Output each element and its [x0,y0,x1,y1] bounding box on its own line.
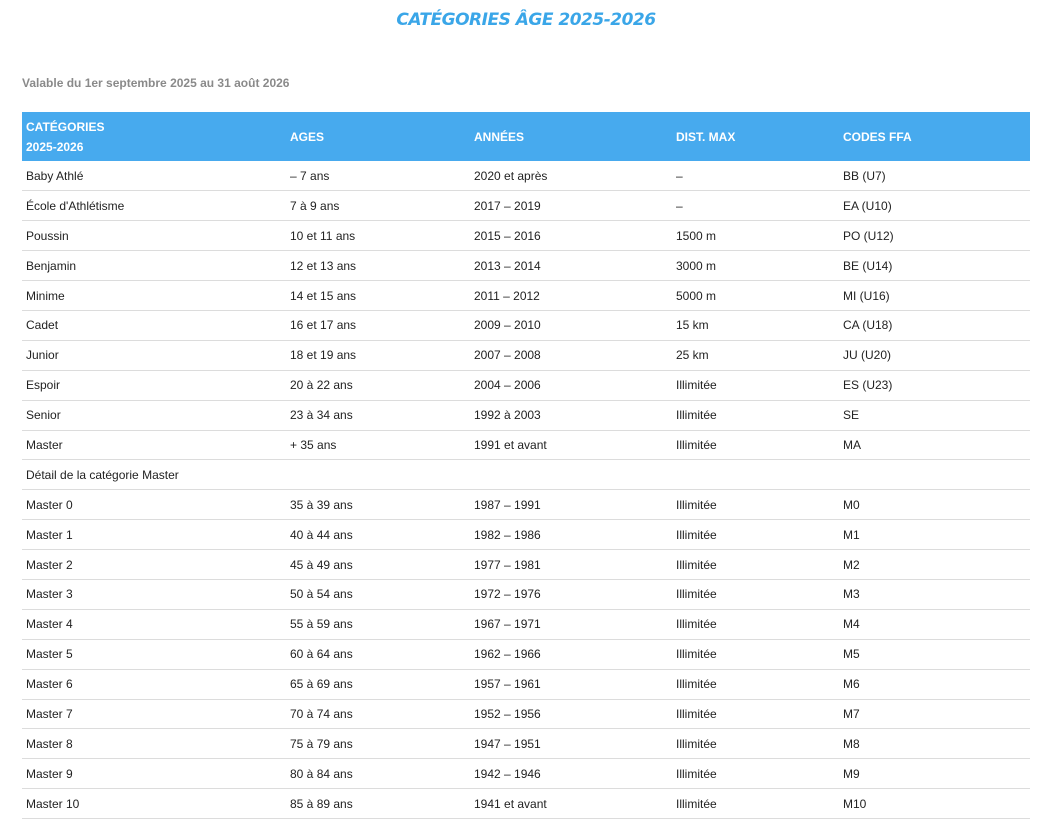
cell-ffa-code: M8 [843,736,860,751]
cell-category: Master 2 [26,557,73,572]
cell-dist-max: Illimitée [676,527,717,542]
cell-ages: – 7 ans [290,168,330,183]
header-years: ANNÉES [474,129,525,144]
cell-ages: 75 à 79 ans [290,736,353,751]
cell-ages: 80 à 84 ans [290,766,353,781]
cell-years: 1947 – 1951 [474,736,541,751]
cell-ffa-code: EA (U10) [843,198,892,213]
cell-dist-max: Illimitée [676,408,717,423]
cell-ages: 85 à 89 ans [290,796,353,811]
header-ages: AGES [290,129,325,144]
cell-years: 1987 – 1991 [474,497,541,512]
table-row [22,221,1030,251]
cell-years: 1991 et avant [474,437,547,452]
age-categories-table-container [22,112,1030,819]
header-category-line2: 2025-2026 [26,139,84,154]
table-row [22,430,1030,460]
cell-category: Master 9 [26,766,73,781]
cell-ages: 35 à 39 ans [290,497,353,512]
table-header [22,112,1030,161]
table-row [22,340,1030,370]
cell-category: Benjamin [26,258,77,273]
cell-category: Espoir [26,378,61,393]
table-row [22,460,1030,490]
validity-period: Valable du 1er septembre 2025 au 31 août 2026 [22,76,290,90]
cell-category: Master 7 [26,706,73,721]
cell-ffa-code: M6 [843,677,860,692]
cell-years: 1942 – 1946 [474,766,541,781]
table-header-row [22,112,1030,161]
cell-ages: 65 à 69 ans [290,677,353,692]
cell-dist-max: Illimitée [676,557,717,572]
cell-years: 1992 à 2003 [474,408,541,423]
table-row [22,490,1030,520]
cell-years: 2013 – 2014 [474,258,541,273]
table-row [22,609,1030,639]
cell-dist-max: Illimitée [676,796,717,811]
cell-years: 2009 – 2010 [474,318,541,333]
cell-ffa-code: MA [843,437,861,452]
cell-years: 1982 – 1986 [474,527,541,542]
cell-category: Cadet [26,318,59,333]
cell-years: 1941 et avant [474,796,547,811]
cell-ages: 40 à 44 ans [290,527,353,542]
table-row [22,729,1030,759]
cell-ffa-code: M5 [843,647,860,662]
cell-years: 1952 – 1956 [474,706,541,721]
cell-dist-max: 25 km [676,348,709,363]
cell-dist-max: – [676,168,683,183]
table-row [22,669,1030,699]
cell-category: Baby Athlé [26,168,84,183]
cell-category: Master 1 [26,527,73,542]
cell-years: 2011 – 2012 [474,288,540,303]
cell-dist-max: Illimitée [676,617,717,632]
cell-ages: 16 et 17 ans [290,318,357,333]
cell-dist-max: 3000 m [676,258,717,273]
header-ffa-codes: CODES FFA [843,129,912,144]
table-row [22,789,1030,819]
cell-years: 2020 et après [474,168,548,183]
cell-ages: 50 à 54 ans [290,587,353,602]
cell-years: 1962 – 1966 [474,647,541,662]
cell-years: 1972 – 1976 [474,587,541,602]
table-row [22,550,1030,580]
cell-ffa-code: M7 [843,706,860,721]
cell-years: 1967 – 1971 [474,617,541,632]
cell-dist-max: Illimitée [676,378,717,393]
cell-ages: 7 à 9 ans [290,198,340,213]
cell-dist-max [672,460,839,490]
cell-ffa-code: BE (U14) [843,258,893,273]
cell-category: Master 6 [26,677,73,692]
cell-ffa-code: M10 [843,796,867,811]
cell-ffa-code [839,460,1030,490]
cell-dist-max: 5000 m [676,288,717,303]
cell-years: 2017 – 2019 [474,198,541,213]
table-body [22,161,1030,819]
table-row [22,400,1030,430]
cell-years: 2007 – 2008 [474,348,541,363]
cell-years: 1957 – 1961 [474,677,541,692]
cell-ffa-code: BB (U7) [843,168,886,183]
cell-ffa-code: ES (U23) [843,378,893,393]
cell-category: Senior [26,408,61,423]
cell-years: 2015 – 2016 [474,228,541,243]
cell-dist-max: Illimitée [676,437,717,452]
cell-dist-max: Illimitée [676,677,717,692]
cell-category: Poussin [26,228,69,243]
cell-category: Minime [26,288,65,303]
table-row [22,370,1030,400]
table-row [22,281,1030,311]
table-row [22,579,1030,609]
cell-years: 1977 – 1981 [474,557,541,572]
cell-ages: 60 à 64 ans [290,647,353,662]
page-title: CATÉGORIES ÂGE 2025-2026 [396,10,656,30]
age-categories-table [22,112,1030,819]
cell-ffa-code: M4 [843,617,860,632]
cell-ages: 70 à 74 ans [290,706,353,721]
cell-years [470,460,672,490]
header-category [22,112,286,161]
cell-category: Master [26,437,63,452]
cell-category: Master 10 [26,796,80,811]
cell-dist-max: Illimitée [676,706,717,721]
cell-dist-max: 15 km [676,318,709,333]
cell-category: Master 4 [26,617,73,632]
cell-dist-max: Illimitée [676,736,717,751]
cell-dist-max: Illimitée [676,497,717,512]
table-row [22,520,1030,550]
cell-category: Master 3 [26,587,73,602]
cell-dist-max: Illimitée [676,647,717,662]
cell-dist-max: – [676,198,683,213]
cell-ffa-code: M3 [843,587,860,602]
table-row [22,251,1030,281]
cell-ffa-code: CA (U18) [843,318,893,333]
cell-ages: 10 et 11 ans [290,228,356,243]
cell-category: Détail de la catégorie Master [26,467,179,482]
cell-ffa-code: PO (U12) [843,228,894,243]
cell-ages: 45 à 49 ans [290,557,353,572]
cell-ffa-code: M2 [843,557,860,572]
cell-ages: + 35 ans [290,437,337,452]
header-category-line1: CATÉGORIES [26,119,105,134]
cell-ffa-code: JU (U20) [843,348,892,363]
cell-ages: 23 à 34 ans [290,408,353,423]
table-row [22,191,1030,221]
table-row [22,759,1030,789]
cell-ages [286,460,470,490]
table-row [22,310,1030,340]
cell-ffa-code: SE [843,408,860,423]
cell-ages: 14 et 15 ans [290,288,357,303]
cell-ages: 20 à 22 ans [290,378,353,393]
cell-dist-max: Illimitée [676,587,717,602]
table-row [22,161,1030,191]
cell-dist-max: 1500 m [676,228,717,243]
cell-years: 2004 – 2006 [474,378,541,393]
cell-dist-max: Illimitée [676,766,717,781]
cell-ages: 18 et 19 ans [290,348,357,363]
cell-ffa-code: M0 [843,497,860,512]
cell-category: Junior [26,348,59,363]
cell-category: Master 8 [26,736,73,751]
cell-category: École d'Athlétisme [26,198,125,213]
cell-ffa-code: MI (U16) [843,288,890,303]
cell-category: Master 5 [26,647,73,662]
cell-ages: 12 et 13 ans [290,258,357,273]
table-row [22,639,1030,669]
cell-ffa-code: M1 [843,527,860,542]
table-row [22,699,1030,729]
cell-ages: 55 à 59 ans [290,617,353,632]
header-dist-max: DIST. MAX [676,129,736,144]
cell-ffa-code: M9 [843,766,860,781]
cell-category: Master 0 [26,497,73,512]
